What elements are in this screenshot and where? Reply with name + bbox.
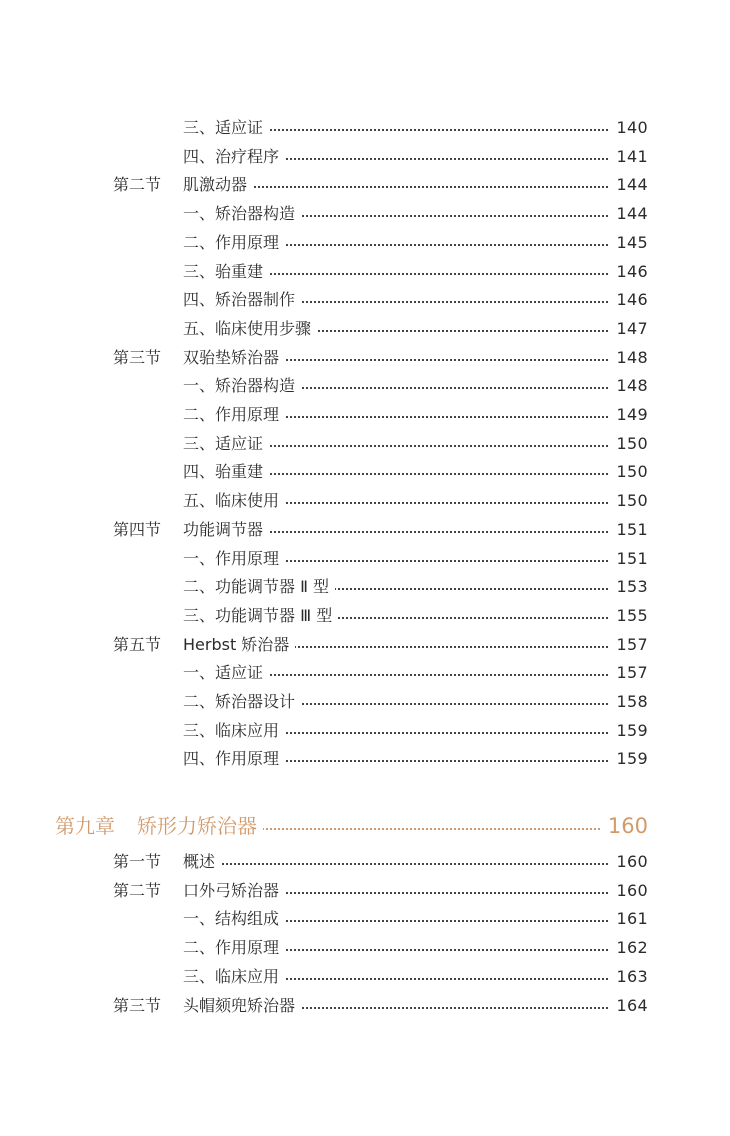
page-number: 147 xyxy=(616,318,648,338)
page-number: 160 xyxy=(616,852,648,871)
chapter-label: 第九章 xyxy=(55,814,115,838)
page-number: 150 xyxy=(616,462,648,482)
page-number: 157 xyxy=(616,634,648,654)
toc-entry-row[interactable] xyxy=(0,430,730,458)
toc-entry-row[interactable] xyxy=(0,934,730,962)
toc-section-row[interactable] xyxy=(0,877,730,905)
toc-entry-row[interactable] xyxy=(0,372,730,400)
section-label: 第一节 xyxy=(113,852,162,871)
entry-title: 一、矫治器构造 xyxy=(183,372,301,400)
leader-dots xyxy=(183,848,608,876)
entry-title: 一、结构组成 xyxy=(183,905,285,933)
page-number: 148 xyxy=(616,347,648,367)
toc-entry-row[interactable] xyxy=(0,229,730,257)
page-number: 141 xyxy=(616,146,648,166)
entry-title: 三、适应证 xyxy=(183,430,269,458)
toc-section-row[interactable] xyxy=(0,631,730,659)
chapter-page-number: 160 xyxy=(607,814,648,838)
section-title: 头帽颏兜矫治器 xyxy=(183,992,301,1020)
page-number: 159 xyxy=(616,749,648,769)
section-label: 第二节 xyxy=(113,880,162,900)
toc-entry-row[interactable] xyxy=(0,745,730,773)
section-label: 第三节 xyxy=(113,347,162,367)
page-number: 153 xyxy=(616,577,648,597)
entry-title: 一、适应证 xyxy=(183,659,269,687)
toc-entry-row[interactable] xyxy=(0,458,730,486)
page-number: 151 xyxy=(616,519,648,539)
section-title: 概述 xyxy=(183,848,221,876)
entry-title: 二、作用原理 xyxy=(183,229,285,257)
page-number: 144 xyxy=(616,204,648,224)
section-label: 第三节 xyxy=(113,995,162,1015)
toc-entry-row[interactable] xyxy=(0,717,730,745)
page-number: 158 xyxy=(616,692,648,711)
section-title: Herbst 矫治器 xyxy=(183,631,295,659)
toc-section-row[interactable] xyxy=(0,848,730,876)
page-number: 140 xyxy=(616,118,648,137)
page-number: 155 xyxy=(616,605,648,625)
toc-entry-row[interactable] xyxy=(0,659,730,687)
entry-title: 五、临床使用 xyxy=(183,487,285,515)
page-number: 160 xyxy=(616,880,648,900)
section-label: 第四节 xyxy=(113,519,162,539)
toc-entry-row[interactable] xyxy=(0,286,730,314)
entry-title: 四、作用原理 xyxy=(183,745,285,773)
section-label: 第二节 xyxy=(113,175,162,195)
toc-entry-row[interactable] xyxy=(0,114,730,142)
toc-entry-row[interactable] xyxy=(0,143,730,171)
page-number: 149 xyxy=(616,405,648,424)
toc-entry-row[interactable] xyxy=(0,602,730,630)
entry-title: 三、功能调节器 Ⅲ 型 xyxy=(183,602,338,630)
page-number: 148 xyxy=(616,376,648,396)
page-number: 144 xyxy=(616,175,648,195)
page-number: 151 xyxy=(616,548,648,568)
entry-title: 一、矫治器构造 xyxy=(183,200,301,228)
toc-entry-row[interactable] xyxy=(0,688,730,716)
entry-title: 二、矫治器设计 xyxy=(183,688,301,716)
entry-title: 三、临床应用 xyxy=(183,963,285,991)
toc-entry-row[interactable] xyxy=(0,258,730,286)
toc-section-row[interactable] xyxy=(0,171,730,199)
toc-entry-row[interactable] xyxy=(0,545,730,573)
page-number: 163 xyxy=(616,966,648,986)
entry-title: 二、作用原理 xyxy=(183,401,285,429)
page-number: 164 xyxy=(616,995,648,1015)
page-number: 159 xyxy=(616,720,648,740)
toc-entry-row[interactable] xyxy=(0,200,730,228)
entry-title: 四、骀重建 xyxy=(183,458,269,486)
entry-title: 二、功能调节器 Ⅱ 型 xyxy=(183,573,335,601)
toc-section-row[interactable] xyxy=(0,344,730,372)
section-title: 口外弓矫治器 xyxy=(183,877,285,905)
toc-section-row[interactable] xyxy=(0,516,730,544)
entry-title: 三、临床应用 xyxy=(183,717,285,745)
section-label: 第五节 xyxy=(113,634,162,654)
chapter-heading-row[interactable] xyxy=(0,810,730,842)
section-title: 肌激动器 xyxy=(183,171,253,199)
toc-entry-row[interactable] xyxy=(0,315,730,343)
page-number: 145 xyxy=(616,232,648,252)
entry-title: 三、适应证 xyxy=(183,114,269,142)
page-number: 146 xyxy=(616,290,648,310)
toc-section-row[interactable] xyxy=(0,992,730,1020)
entry-title: 二、作用原理 xyxy=(183,934,285,962)
entry-title: 五、临床使用步骤 xyxy=(183,315,317,343)
page-number: 150 xyxy=(616,491,648,511)
page-number: 157 xyxy=(616,663,648,683)
entry-title: 三、骀重建 xyxy=(183,258,269,286)
section-title: 功能调节器 xyxy=(183,516,269,544)
chapter-title: 矫形力矫治器 xyxy=(137,810,263,842)
page-number: 161 xyxy=(616,909,648,929)
section-title: 双骀垫矫治器 xyxy=(183,344,285,372)
page-number: 150 xyxy=(616,433,648,453)
toc-entry-row[interactable] xyxy=(0,963,730,991)
toc-entry-row[interactable] xyxy=(0,487,730,515)
entry-title: 一、作用原理 xyxy=(183,545,285,573)
page-number: 162 xyxy=(616,938,648,958)
toc-entry-row[interactable] xyxy=(0,573,730,601)
page-number: 146 xyxy=(616,261,648,281)
toc-entry-row[interactable] xyxy=(0,905,730,933)
entry-title: 四、治疗程序 xyxy=(183,143,285,171)
toc-entry-row[interactable] xyxy=(0,401,730,429)
entry-title: 四、矫治器制作 xyxy=(183,286,301,314)
